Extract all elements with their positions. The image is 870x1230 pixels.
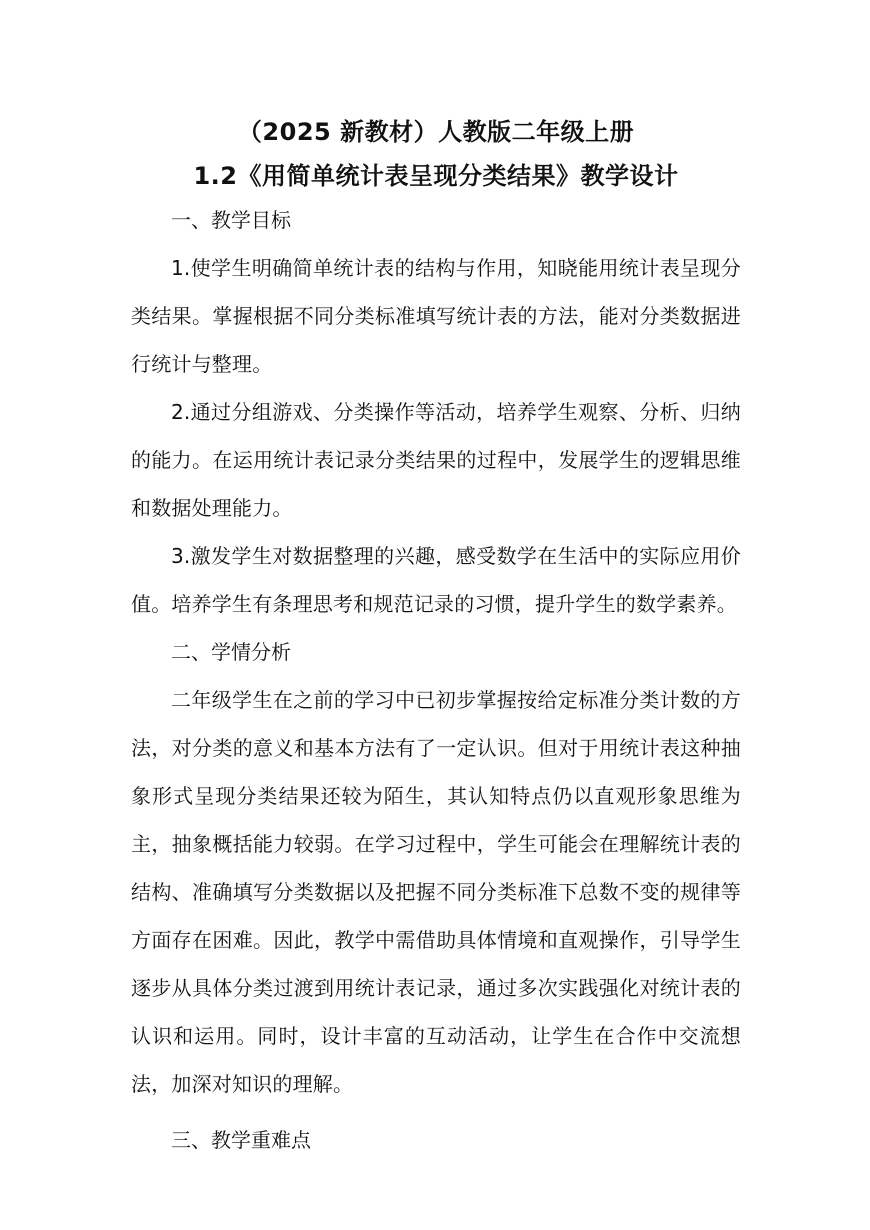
section-heading-objectives: 一、教学目标 [171, 208, 291, 232]
objective-paragraph-3: 3.激发学生对数据整理的兴趣，感受数学在生活中的实际应用价值。培养学生有条理思考和规范记录的习惯，提升学生的数学素养。 [131, 544, 741, 616]
document-page [131, 112, 741, 1164]
document-title-line1: （2025 新教材）人教版二年级上册 [237, 118, 635, 146]
objective-paragraph-1: 1.使学生明确简单统计表的结构与作用，知晓能用统计表呈现分类结果。掌握根据不同分类标准填写统计表的方法，能对分类数据进行统计与整理。 [131, 256, 741, 376]
document-title-line2: 1.2《用简单统计表呈现分类结果》教学设计 [193, 162, 679, 190]
section-heading-analysis: 二、学情分析 [171, 640, 291, 664]
analysis-paragraph: 二年级学生在之前的学习中已初步掌握按给定标准分类计数的方法，对分类的意义和基本方法有了一定认识。但对于用统计表这种抽象形式呈现分类结果还较为陌生，其认知特点仍以直观形象思维为主，抽象概括能力较弱。在学习过程中，学生可能会在理解统计表的结构、准确填写分类数据以及把握不同分类标准下总数不变的规律等方面存在困难。因此，教学中需借助具体情境和直观操作，引导学生逐步从具体分类过渡到用统计表记录，通过多次实践强化对统计表的认识和运用。同时，设计丰富的互动活动，让学生在合作中交流想法，加深对知识的理解。 [131, 688, 741, 1096]
section-spacer [131, 1108, 741, 1116]
section-heading-key-points: 三、教学重难点 [171, 1128, 311, 1152]
objective-paragraph-2: 2.通过分组游戏、分类操作等活动，培养学生观察、分析、归纳的能力。在运用统计表记录分类结果的过程中，发展学生的逻辑思维和数据处理能力。 [131, 400, 741, 520]
